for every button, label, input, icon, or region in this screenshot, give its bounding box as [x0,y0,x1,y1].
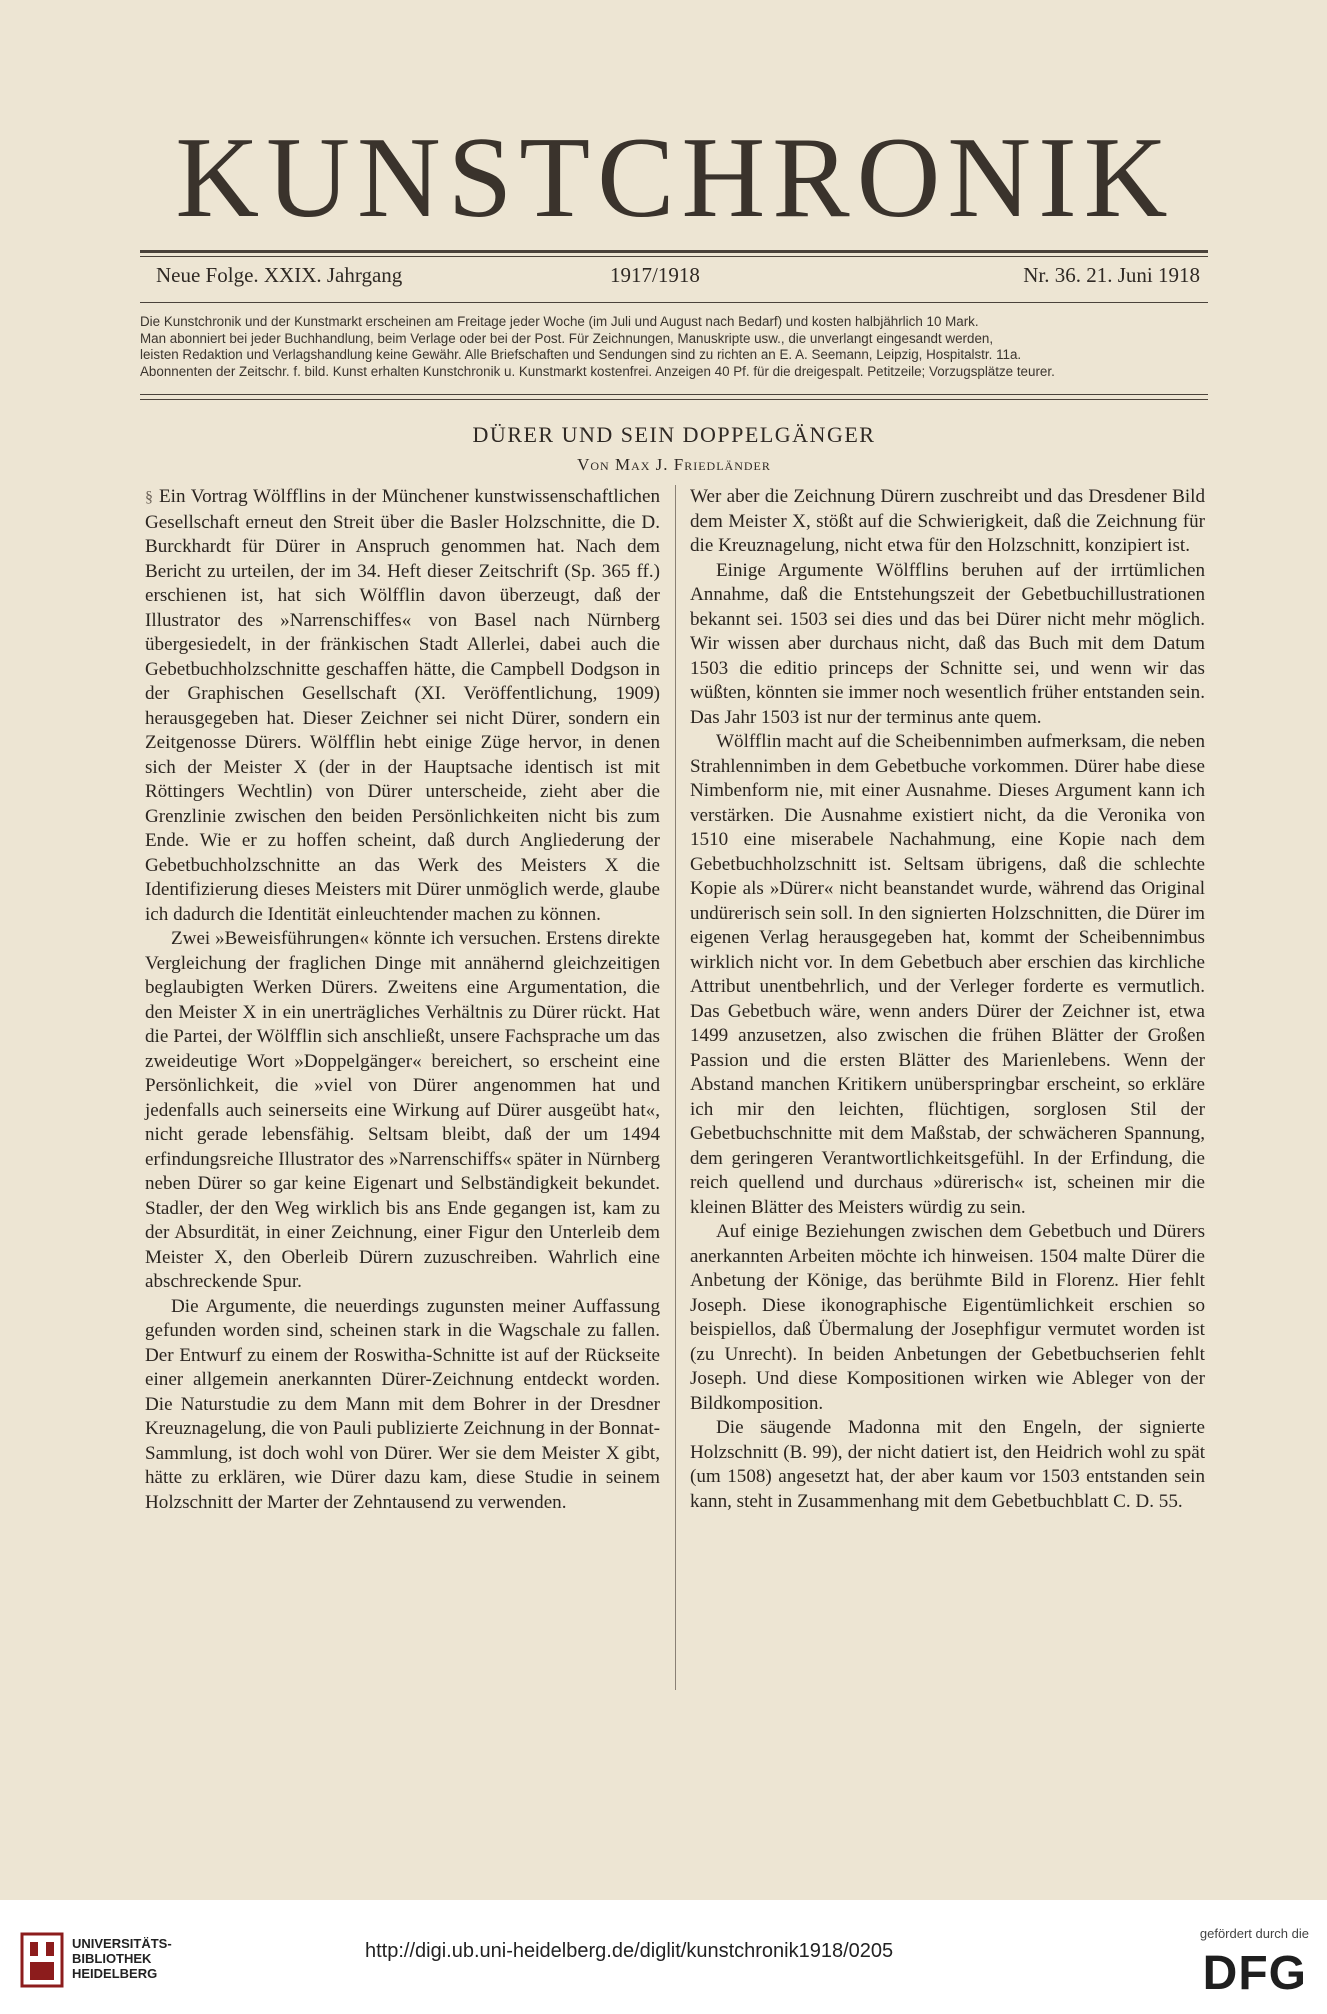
article-paragraph: Auf einige Beziehungen zwischen dem Gebetbuch und Dürers anerkannten Arbeiten möchte ich hinweisen. 1504 malte Dürer die Anbetung der Könige, das berühmte Bild in Florenz. Hier fehlt Joseph. Diese ikonographische Eigentümlichkeit erschien so beispiellos, daß Übermalung der Josephfigur vermutet worden ist (zu Unrecht). In beiden Anbetungen der Gebetbuchserien fehlt Joseph. Und diese Kompositionen wirken wie Ableger von der Bildkomposition. [690,1221,1205,1414]
article-paragraph: Die säugende Madonna mit den Engeln, der signierte Holzschnitt (B. 99), der nicht datiert ist, den Heidrich wohl zu spät (um 1508) angesetzt hat, der aber kaum vor 1503 entstanden sein kann, steht in Zusammenhang mit dem Gebetbuchblatt C. D. 55. [690,1417,1205,1512]
issue-series: Neue Folge. XXIX. Jahrgang [156,263,403,287]
article-paragraph: Wer aber die Zeichnung Dürern zuschreibt und das Dresdener Bild dem Meister X, stößt auf die Schwierigkeit, daß die Zeichnung für die Kreuznagelung, nicht etwa für den Holzschnitt, konzipiert ist. [690,486,1205,556]
masthead-rule-thin [140,256,1208,257]
library-name [72,1936,172,1981]
column-divider [675,485,676,1690]
article-column-left [145,485,660,1515]
notice-line: Man abonniert bei jeder Buchhandlung, beim Verlage oder bei der Post. Für Zeichnungen, Manuskripte usw., die unverlangt eingesandt werden, [140,330,994,346]
paragraph-mark-icon: § [145,489,153,506]
library-name-line: BIBLIOTHEK [72,1951,152,1966]
article-paragraph: Wölfflin macht auf die Scheibennimben aufmerksam, die neben Strahlennimben in dem Gebetbuche vorkommen. Dürer habe diese Nimbenform nie, mit einer Ausnahme. Dieses Argument kann ich verstärken. Die Ausnahme existiert nicht, da die Veronika von 1510 eine miserabele Nachahmung, eine Kopie nach dem Gebetbuchholzschnitt ist. Seltsam übrigens, daß die schlechte Kopie als »Dürer« nicht beanstandet wurde, während das Original undürerisch sein soll. In den signierten Holzschnitten, die Dürer im eigenen Verlag herausgegeben hat, kommt der Scheibennimbus wirklich nicht vor. In dem Gebetbuch aber erschien das kirchliche Attribut unentbehrlich, und der Verleger forderte es vermutlich. Das Gebetbuch wäre, wenn anders Dürer der Zeichner ist, etwa 1499 anzusetzen, also zwischen die frühen Blätter der Großen Passion und die ersten Blätter des Marienlebens. Wenn der Abstand manchen Kritikern unüberspringbar erscheint, so erkläre ich mir den leichten, flüchtigen, sorglosen Stil der Gebetbuchschnitte mit dem Maßstab, der schwächeren Spannung, dem geringeren Verantwortlichkeitsgefühl. In der Erfindung, die reich quellend und durchaus »dürerisch« ist, scheinen mir die kleinen Blätter des Meisters würdig zu sein. [690,731,1205,1218]
digitization-footer [0,1900,1327,2014]
article-paragraph: Zwei »Beweisführungen« könnte ich versuchen. Erstens direkte Vergleichung der fraglichen Dinge mit annähernd gleichzeitigen beglaubigten Werken Dürers. Zweitens eine Argumentation, die den Meister X in ein unerträgliches Verhältnis zu Dürer rückt. Hat die Partei, der Wölfflin sich anschließt, unsere Fachsprache um das zweideutige Wort »Doppelgänger« bereichert, so erscheint eine Persönlichkeit, die »viel von Dürer angenommen hat und jedenfalls auch seinerseits eine Wirkung auf Dürer ausgeübt hat«, nicht gerade lebensfähig. Seltsam bleibt, daß der um 1494 erfindungsreiche Illustrator des »Narrenschiffs« später in Nürnberg neben Dürer so gar keine Eigenart und Selbständigkeit bekundet. Stadler, der den Weg wirklich bis ans Ende gegangen ist, kam zu der Absurdität, in einer Zeichnung, einer Figur den Unterleib dem Meister X, den Oberleib Dürern zuzuschreiben. Wahrlich eine abschreckende Spur. [145,928,660,1292]
masthead-title: KUNSTCHRONIK [175,114,1175,242]
library-name-line: HEIDELBERG [72,1966,158,1981]
article-paragraph [145,485,660,927]
funding-caption: gefördert durch die [1199,1926,1309,1941]
notice-line: Abonnenten der Zeitschr. f. bild. Kunst erhalten Kunstchronik u. Kunstmarkt kostenfrei. Anzeigen 40 Pf. für die dreigespalt. Petitzeile; Vorzugsplätze teurer. [140,363,1055,379]
library-name-line: UNIVERSITÄTS- [72,1936,172,1951]
university-library-logo[interactable] [20,1930,200,1990]
masthead-rule [140,250,1208,253]
notice-rule [140,394,1208,395]
article-author: Von Max J. Friedländer [577,455,771,474]
notice-rule-thin [140,399,1208,400]
issue-number-date: Nr. 36. 21. Juni 1918 [1023,263,1200,287]
notice-line: leisten Redaktion und Verlagshandlung keine Gewähr. Alle Briefschaften und Sendungen sind zu richten an E. A. Seemann, Leipzig, Hospitalstr. 11a. [140,347,1022,363]
article-paragraph: Einige Argumente Wölfflins beruhen auf der irrtümlichen Annahme, daß die Entstehungszeit der Gebetbuchillustrationen bekannt sei. 1503 sei dies und das bei Dürer nicht mehr möglich. Wir wissen aber durchaus nicht, daß das Buch mit dem Datum 1503 die editio princeps der Schnitte sei, und wenn wir das wüßten, könnten sie immer noch wesentlich früher entstanden sein. Das Jahr 1503 ist nur der terminus ante quem. [690,559,1205,728]
issue-years: 1917/1918 [610,263,700,287]
paragraph-text: Ein Vortrag Wölfflins in der Münchener kunstwissenschaftlichen Gesellschaft erneut den Streit über die Basler Holzschnitte, die D. Burckhardt für Dürer in Anspruch genommen hat. Nach dem Bericht zu urteilen, der im 34. Heft dieser Zeitschrift (Sp. 365 ff.) erschienen ist, hat sich Wölfflin davon überzeugt, daß der Illustrator des »Narrenschiffes« von Basel nach Nürnberg übergesiedelt, in der fränkischen Stadt Allerlei, dabei auch die Gebetbuchholzschnitte geschaffen hätte, die Campbell Dodgson in der Graphischen Gesellschaft (XI. Veröffentlichung, 1909) herausgegeben hat. Dieser Zeichner sei nicht Dürer, sondern ein Zeitgenosse Dürers. Wölfflin hebt einige Züge hervor, in denen sich der Meister X (der in der Hauptsache identisch ist mit Röttingers Wechtlin) von Dürer unterscheide, zieht aber die Grenzlinie zwischen den beiden Persönlichkeiten nicht bis zum Ende. Wie er zu hoffen scheint, daß durch Angliederung der Gebetbuchholzschnitte an das Werk des Meisters X die Identifizierung dieses Meisters mit Dürer unmöglich werde, glaube ich dadurch die Identität einleuchtender machen zu können. [145,486,660,925]
subscription-notice [140,314,1208,380]
notice-line: Die Kunstchronik und der Kunstmarkt erscheinen am Freitage jeder Woche (im Juli und August nach Bedarf) und kosten halbjährlich 10 Mark. [140,314,979,329]
issue-rule [140,302,1208,303]
article-paragraph: Die Argumente, die neuerdings zugunsten meiner Auffassung gefunden worden sind, scheinen stark in die Wagschale zu fallen. Der Entwurf zu einem der Roswitha-Schnitte ist auf der Rückseite einer allgemein anerkannten Dürer-Zeichnung entdeckt worden. Die Naturstudie zu dem Mann mit dem Bohrer in der Dresdner Kreuznagelung, die von Pauli publizierte Zeichnung in der Bonnat-Sammlung, ist doch wohl von Dürer. Wer sie dem Meister X gibt, hätte zu erklären, wie Dürer dazu kam, diese Studie in seinem Holzschnitt der Marter der Zehntausend zu verwenden. [145,1295,660,1513]
university-seal-icon [20,1932,64,1988]
article-column-right [690,485,1205,1514]
article-title: DÜRER UND SEIN DOPPELGÄNGER [472,422,876,447]
issue-line [140,263,1208,293]
dfg-logo[interactable]: DFG [1202,1947,1307,2000]
permalink-url[interactable]: http://digi.ub.uni-heidelberg.de/diglit/kunstchronik1918/0205 [365,1940,894,1962]
